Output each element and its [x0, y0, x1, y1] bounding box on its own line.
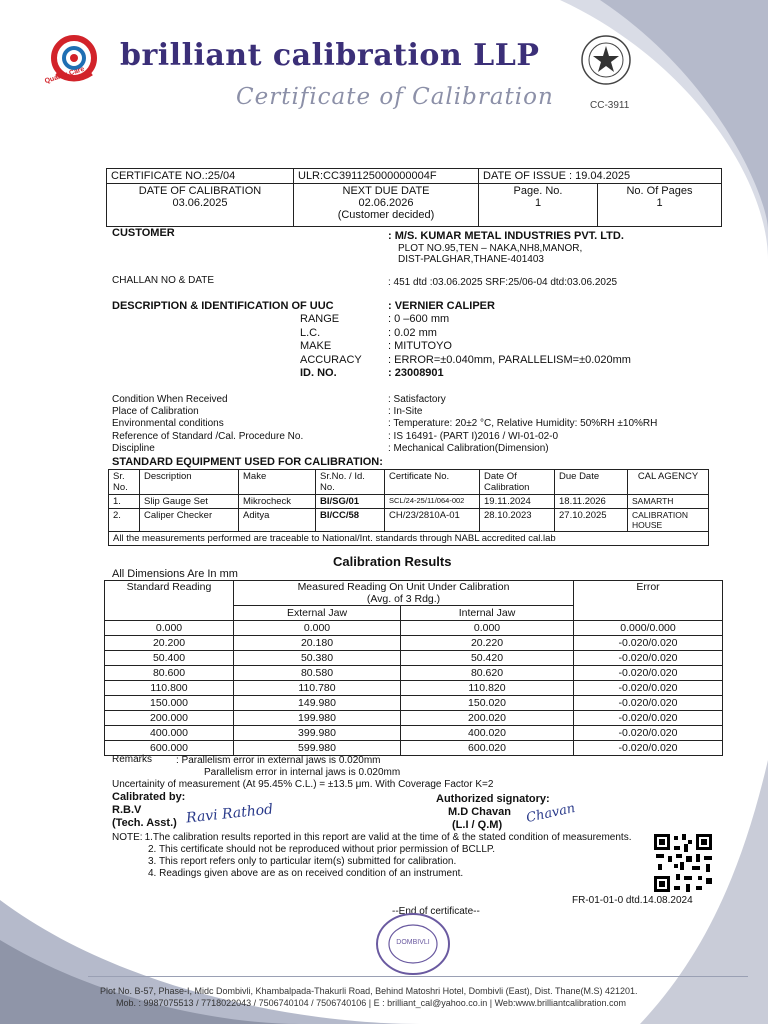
page-number-label: Page. No.: [513, 185, 563, 197]
standard-reading-cell: 150.000: [105, 696, 234, 711]
col-certificate-no: Certificate No.: [385, 470, 480, 495]
uuc-value: : VERNIER CALIPER: [388, 300, 495, 312]
authorized-signatory-role: (L.I / Q.M): [452, 819, 503, 831]
footer-address: Plot No. B-57, Phase-I, Midc Dombivli, Khambalpada-Thakurli Road, Behind Matoshri Hotel, Dombivli (East), Dist. Thane(M.S) 421201.: [100, 986, 638, 996]
error-cell: -0.020/0.020: [574, 741, 723, 756]
number-of-pages-label: No. Of Pages: [626, 185, 693, 197]
uuc-field-accuracy: ACCURACY : ERROR=±0.040mm, PARALLELISM=±0.020mm: [300, 353, 631, 366]
internal-jaw-cell: 400.020: [401, 726, 574, 741]
note-item: 4. Readings given above are as on received condition of an instrument.: [148, 868, 464, 879]
reference-standard: Reference of Standard /Cal. Procedure No. : IS 16491- (PART I)2016 / WI-01-02-0: [112, 430, 559, 442]
error-cell: -0.020/0.020: [574, 711, 723, 726]
result-row: [105, 681, 723, 696]
col-internal-jaw: Internal Jaw: [401, 606, 574, 621]
error-cell: -0.020/0.020: [574, 651, 723, 666]
col-error: Error: [574, 581, 723, 621]
uuc-field-id: ID. NO. : 23008901: [300, 367, 444, 379]
result-row: [105, 651, 723, 666]
remarks-line-1: : Parallelism error in external jaws is 0.020mm: [176, 755, 381, 766]
customer-name: : M/S. KUMAR METAL INDUSTRIES PVT. LTD.: [388, 230, 624, 242]
results-table: [104, 580, 723, 756]
result-row: [105, 741, 723, 756]
units-note: All Dimensions Are In mm: [112, 568, 238, 580]
col-measured-sub: (Avg. of 3 Rdg.): [366, 593, 441, 605]
external-jaw-cell: 50.380: [234, 651, 401, 666]
company-stamp: [374, 912, 452, 976]
result-row: [105, 636, 723, 651]
col-date-of-calibration: Date Of Calibration: [480, 470, 555, 495]
end-of-certificate: --End of certificate--: [392, 906, 480, 917]
error-cell: -0.020/0.020: [574, 681, 723, 696]
stamp-center-text: DOMBIVLI: [396, 939, 430, 946]
discipline: Discipline : Mechanical Calibration(Dimension): [112, 442, 549, 454]
accreditation-code: CC-3911: [590, 100, 630, 111]
challan-value: : 451 dtd :03.06.2025 SRF:25/06-04 dtd:03.06.2025: [388, 277, 618, 288]
external-jaw-cell: 20.180: [234, 636, 401, 651]
standard-reading-cell: 110.800: [105, 681, 234, 696]
external-jaw-cell: 0.000: [234, 621, 401, 636]
next-due-date: 02.06.2026: [358, 197, 414, 209]
footer-contact: Mob. : 9987075513 / 7718022043 / 7506740104 / 7506740106 | E : brilliant_cal@yahoo.co.in | Web:www.brilliantcalibration.com: [116, 998, 626, 1008]
result-row: [105, 711, 723, 726]
col-cal-agency: CAL AGENCY: [628, 470, 709, 495]
calibrated-by-role: (Tech. Asst.): [112, 817, 177, 829]
standard-reading-cell: 600.000: [105, 741, 234, 756]
error-cell: -0.020/0.020: [574, 666, 723, 681]
uuc-label: DESCRIPTION & IDENTIFICATION OF UUC: [112, 300, 334, 312]
external-jaw-cell: 599.980: [234, 741, 401, 756]
challan-label: CHALLAN NO & DATE: [112, 275, 215, 286]
error-cell: 0.000/0.000: [574, 621, 723, 636]
col-standard-reading: Standard Reading: [105, 581, 234, 621]
standard-reading-cell: 50.400: [105, 651, 234, 666]
col-id-no: Sr.No. / Id. No.: [316, 470, 385, 495]
internal-jaw-cell: 110.820: [401, 681, 574, 696]
internal-jaw-cell: 0.000: [401, 621, 574, 636]
next-due-label: NEXT DUE DATE: [342, 185, 430, 197]
calibrated-by-signature: Ravi Rathod: [185, 801, 274, 827]
place-of-calibration: Place of Calibration : In-Site: [112, 406, 423, 418]
error-cell: -0.020/0.020: [574, 726, 723, 741]
company-name: brilliant calibration LLP: [120, 38, 540, 73]
internal-jaw-cell: 600.020: [401, 741, 574, 756]
uuc-field-make: MAKE : MITUTOYO: [300, 340, 452, 352]
col-make: Make: [239, 470, 316, 495]
results-title: Calibration Results: [333, 554, 452, 569]
condition-received: Condition When Received : Satisfactory: [112, 394, 446, 405]
certificate-info-table: [106, 168, 722, 227]
date-of-issue: DATE OF ISSUE : 19.04.2025: [479, 169, 722, 184]
standard-reading-cell: 400.000: [105, 726, 234, 741]
customer-address-1: PLOT NO.95,TEN – NAKA,NH8,MANOR,: [398, 243, 583, 254]
internal-jaw-cell: 50.420: [401, 651, 574, 666]
authorized-signatory-label: Authorized signatory:: [436, 793, 550, 805]
ulr-number: ULR:CC391125000000004F: [294, 169, 479, 184]
uuc-fields: [300, 313, 631, 381]
standard-equipment-title: STANDARD EQUIPMENT USED FOR CALIBRATION:: [112, 456, 383, 468]
result-row: [105, 666, 723, 681]
remarks-line-2: Parallelism error in internal jaws is 0.020mm: [204, 767, 401, 778]
logo-text: Quality Care: [43, 65, 86, 86]
external-jaw-cell: 149.980: [234, 696, 401, 711]
equipment-header-row: [109, 470, 709, 495]
col-due-date: Due Date: [555, 470, 628, 495]
external-jaw-cell: 399.980: [234, 726, 401, 741]
standard-reading-cell: 0.000: [105, 621, 234, 636]
uncertainty-statement: Uncertainity of measurement (At 95.45% C.L.) = ±13.5 μm. With Coverage Factor K=2: [112, 779, 494, 790]
error-cell: -0.020/0.020: [574, 696, 723, 711]
accreditation-seal: [580, 34, 632, 86]
uuc-field-range: RANGE : 0 –600 mm: [300, 313, 450, 325]
remarks-label: Remarks: [112, 754, 153, 765]
date-of-calibration: 03.06.2025: [172, 197, 228, 209]
result-row: [105, 696, 723, 711]
environmental-conditions: Environmental conditions : Temperature: 20±2 °C, Relative Humidity: 50%RH ±10%RH: [112, 418, 658, 430]
col-external-jaw: External Jaw: [234, 606, 401, 621]
footer-divider: [88, 976, 748, 977]
standard-equipment-table: [108, 469, 709, 546]
form-reference: FR-01-01-0 dtd.14.08.2024: [572, 895, 693, 906]
internal-jaw-cell: 80.620: [401, 666, 574, 681]
notes-label: NOTE:: [112, 832, 143, 843]
standard-reading-cell: 200.000: [105, 711, 234, 726]
conditions-block: [112, 394, 657, 455]
external-jaw-cell: 110.780: [234, 681, 401, 696]
note-item: 2. This certificate should not be reproduced without prior permission of BCLLP.: [148, 844, 496, 855]
certificate-number: CERTIFICATE NO.:25/04: [107, 169, 294, 184]
result-row: [105, 621, 723, 636]
uuc-field-lc: L.C. : 0.02 mm: [300, 326, 437, 339]
external-jaw-cell: 80.580: [234, 666, 401, 681]
equipment-row: 1. Slip Gauge Set Mikrocheck BI/SG/01 SCL/24-25/11/064-002 19.11.2024 18.11.2026 SAMARTH: [109, 495, 709, 509]
note-item: 3. This report refers only to particular item(s) submitted for calibration.: [148, 856, 457, 867]
standard-reading-cell: 80.600: [105, 666, 234, 681]
col-sr-no: Sr. No.: [109, 470, 140, 495]
internal-jaw-cell: 20.220: [401, 636, 574, 651]
calibrated-by-name: R.B.V: [112, 804, 142, 816]
customer-label: CUSTOMER: [112, 227, 175, 239]
col-description: Description: [140, 470, 239, 495]
traceability-statement: All the measurements performed are traceable to National/Int. standards through NABL accredited cal.lab: [109, 532, 709, 546]
date-of-calibration-label: DATE OF CALIBRATION: [138, 185, 262, 197]
company-logo: [43, 34, 100, 86]
next-due-note: (Customer decided): [337, 209, 435, 221]
equipment-row: 2. Caliper Checker Aditya BI/CC/58 CH/23/2810A-01 28.10.2023 27.10.2025 CALIBRATION HOUSE: [109, 509, 709, 532]
error-cell: -0.020/0.020: [574, 636, 723, 651]
result-row: [105, 726, 723, 741]
authorized-signatory-name: M.D Chavan: [448, 806, 511, 818]
internal-jaw-cell: 150.020: [401, 696, 574, 711]
internal-jaw-cell: 200.020: [401, 711, 574, 726]
qr-code: [652, 832, 714, 894]
col-measured-reading: Measured Reading On Unit Under Calibration: [297, 581, 510, 593]
authorized-signatory-signature: Chavan: [524, 801, 577, 826]
calibrated-by-label: Calibrated by:: [112, 791, 186, 803]
customer-address-2: DIST-PALGHAR,THANE-401403: [398, 254, 544, 265]
external-jaw-cell: 199.980: [234, 711, 401, 726]
number-of-pages: 1: [656, 197, 663, 209]
certificate-subtitle: Certificate of Calibration: [236, 84, 554, 110]
note-item: NOTE: 1.The calibration results reported in this report are valid at the time of & the stated condition of measurements.: [112, 832, 632, 843]
notes-block: [112, 832, 652, 880]
standard-reading-cell: 20.200: [105, 636, 234, 651]
page-number: 1: [534, 197, 542, 209]
